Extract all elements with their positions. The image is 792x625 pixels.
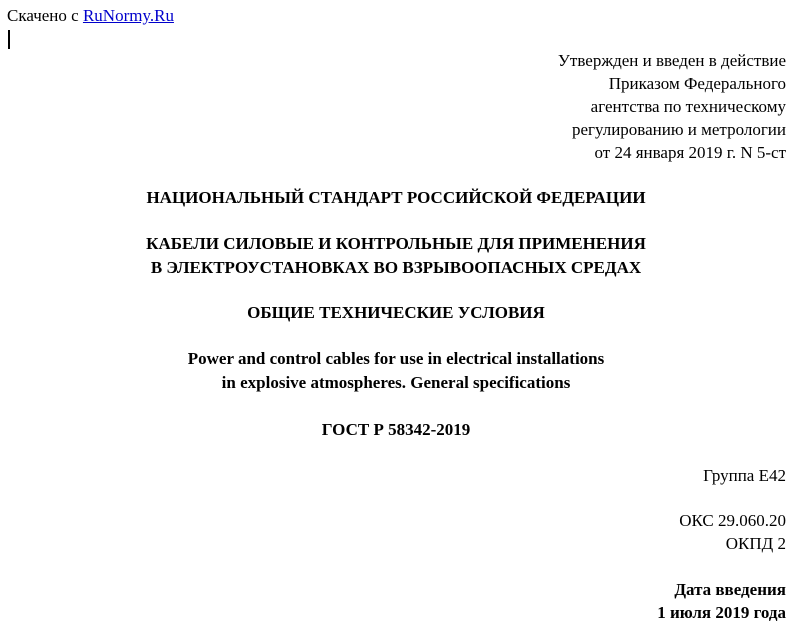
oks-code: ОКС 29.060.20 [679,511,786,530]
standard-name-heading: НАЦИОНАЛЬНЫЙ СТАНДАРТ РОССИЙСКОЙ ФЕДЕРАЦИИ [146,188,646,207]
introduction-date-block [657,579,786,625]
okpd-code: ОКПД 2 [725,534,786,553]
source-link[interactable]: RuNormy.Ru [82,6,174,25]
english-title [0,348,792,396]
text-cursor [8,30,10,49]
group-code: Группа E42 [703,466,786,485]
approval-line: Приказом Федерального [608,74,786,93]
source-prefix: Скачено с [7,6,83,25]
title-line: В ЭЛЕКТРОУСТАНОВКАХ ВО ВЗРЫВООПАСНЫХ СРЕДАХ [150,258,642,277]
document-title [0,233,792,281]
title-line: КАБЕЛИ СИЛОВЫЕ И КОНТРОЛЬНЫЕ ДЛЯ ПРИМЕНЕНИЯ [146,234,646,253]
english-title-line: Power and control cables for use in electrical installations [187,349,605,368]
english-title-line: in explosive atmospheres. General specifications [221,373,571,392]
introduction-date: 1 июля 2019 года [657,603,786,622]
approval-line: Утвержден и введен в действие [557,51,786,70]
classification-block [679,510,786,556]
approval-line: агентства по техническому [590,97,786,116]
approval-line: регулированию и метрологии [571,120,786,139]
approval-block [558,50,786,165]
source-line [7,5,174,27]
document-subtitle: ОБЩИЕ ТЕХНИЧЕСКИЕ УСЛОВИЯ [247,303,545,322]
introduction-label: Дата введения [674,580,786,599]
approval-line: от 24 января 2019 г. N 5-ст [594,143,786,162]
gost-code: ГОСТ Р 58342-2019 [321,420,471,439]
